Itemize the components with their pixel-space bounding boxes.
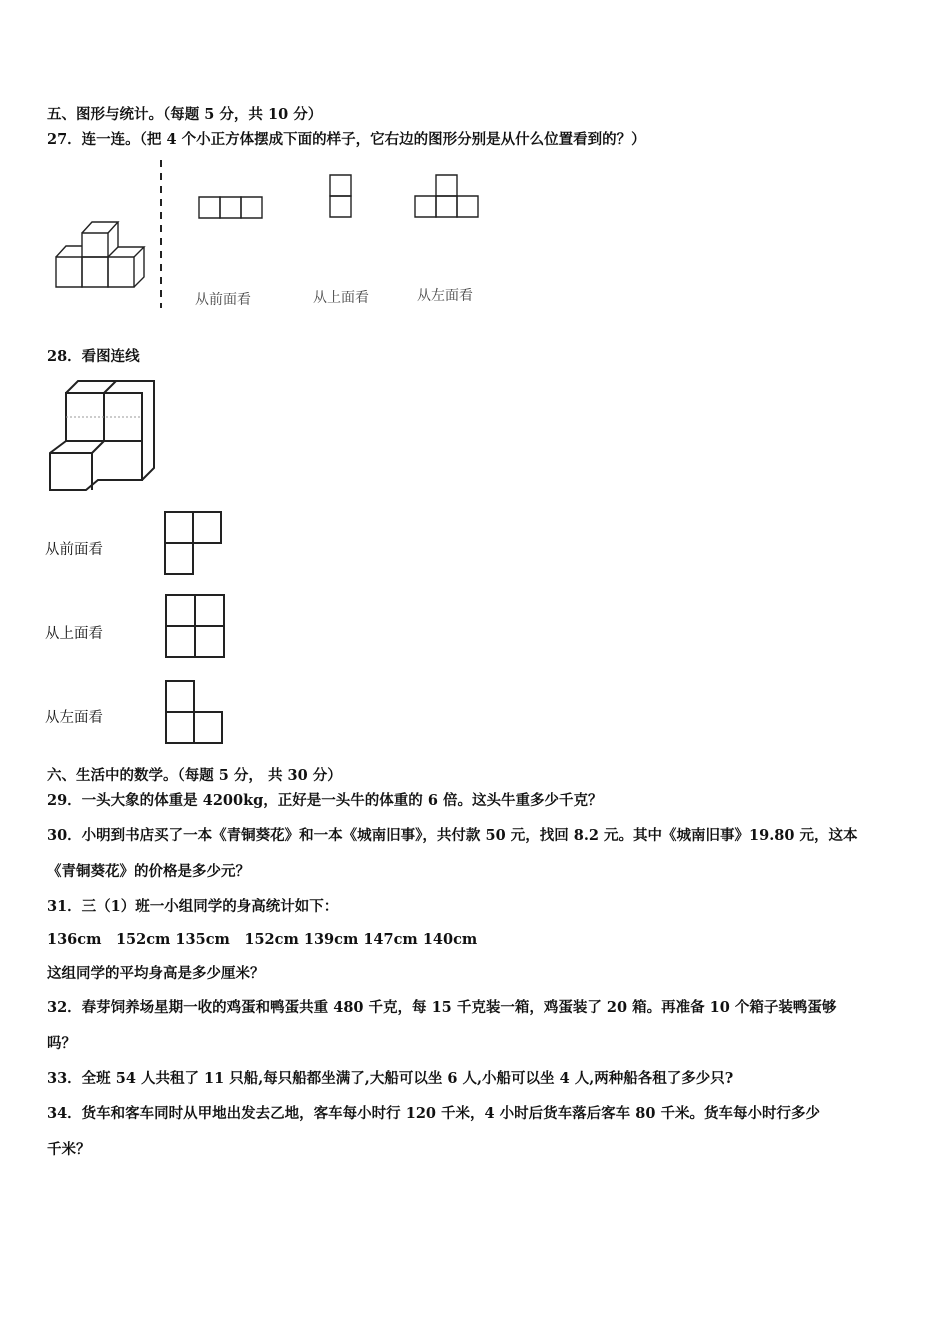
- q27-label-left: 从左面看: [417, 288, 473, 304]
- q32-text-line1: 32．春芽饲养场星期一收的鸡蛋和鸭蛋共重 480 千克，每 15 千克装一箱，鸡蛋装了 20 箱。再准备 10 个箱子装鸭蛋够: [47, 999, 837, 1016]
- q32-text-line2: 吗？: [47, 1035, 76, 1052]
- q28-view-a: [164, 511, 226, 577]
- q33-text: 33．全班 54 人共租了 11 只船,每只船都坐满了,大船可以坐 6 人,小船可以坐 4 人,两种船各租了多少只?: [47, 1070, 734, 1087]
- q27-label-top: 从上面看: [313, 290, 369, 306]
- q28-label-left: 从左面看: [45, 710, 103, 726]
- q27-dashed-divider: [158, 160, 164, 308]
- q31-text-line1: 31．三（1）班一小组同学的身高统计如下：: [47, 898, 339, 915]
- q27-view-left: [414, 174, 484, 220]
- q29-text: 29．一头大象的体重是 4200kg，正好是一头牛的体重的 6 倍。这头牛重多少千克？: [47, 792, 603, 809]
- q27-text: 27．连一连。（把 4 个小正方体摆成下面的样子，它右边的图形分别是从什么位置看到的？）: [47, 131, 646, 148]
- q28-block-figure: [46, 378, 158, 494]
- q27-label-front: 从前面看: [195, 292, 251, 308]
- section5-heading: 五、图形与统计。（每题 5 分，共 10 分）: [47, 106, 323, 123]
- q27-cube-figure: [52, 215, 152, 290]
- q30-text-line2: 《青铜葵花》的价格是多少元？: [47, 863, 250, 880]
- q28-view-b: [165, 594, 229, 660]
- q28-text: 28．看图连线: [47, 348, 140, 365]
- q27-view-top: [329, 174, 355, 220]
- q31-text-line3: 这组同学的平均身高是多少厘米？: [47, 965, 265, 982]
- section6-heading: 六、生活中的数学。（每题 5 分， 共 30 分）: [47, 767, 342, 784]
- q28-label-top: 从上面看: [45, 626, 103, 642]
- q34-text-line2: 千米？: [47, 1141, 91, 1158]
- q28-label-front: 从前面看: [45, 542, 103, 558]
- q34-text-line1: 34．货车和客车同时从甲地出发去乙地，客车每小时行 120 千米，4 小时后货车落后客车 80 千米。货车每小时行多少: [47, 1105, 820, 1122]
- q31-heights: 136cm 152cm 135cm 152cm 139cm 147cm 140cm: [47, 931, 478, 948]
- q30-text-line1: 30．小明到书店买了一本《青铜葵花》和一本《城南旧事》，共付款 50 元，找回 8.2 元。其中《城南旧事》19.80 元，这本: [47, 827, 858, 844]
- q27-view-front: [198, 196, 266, 220]
- q28-view-c: [165, 680, 227, 746]
